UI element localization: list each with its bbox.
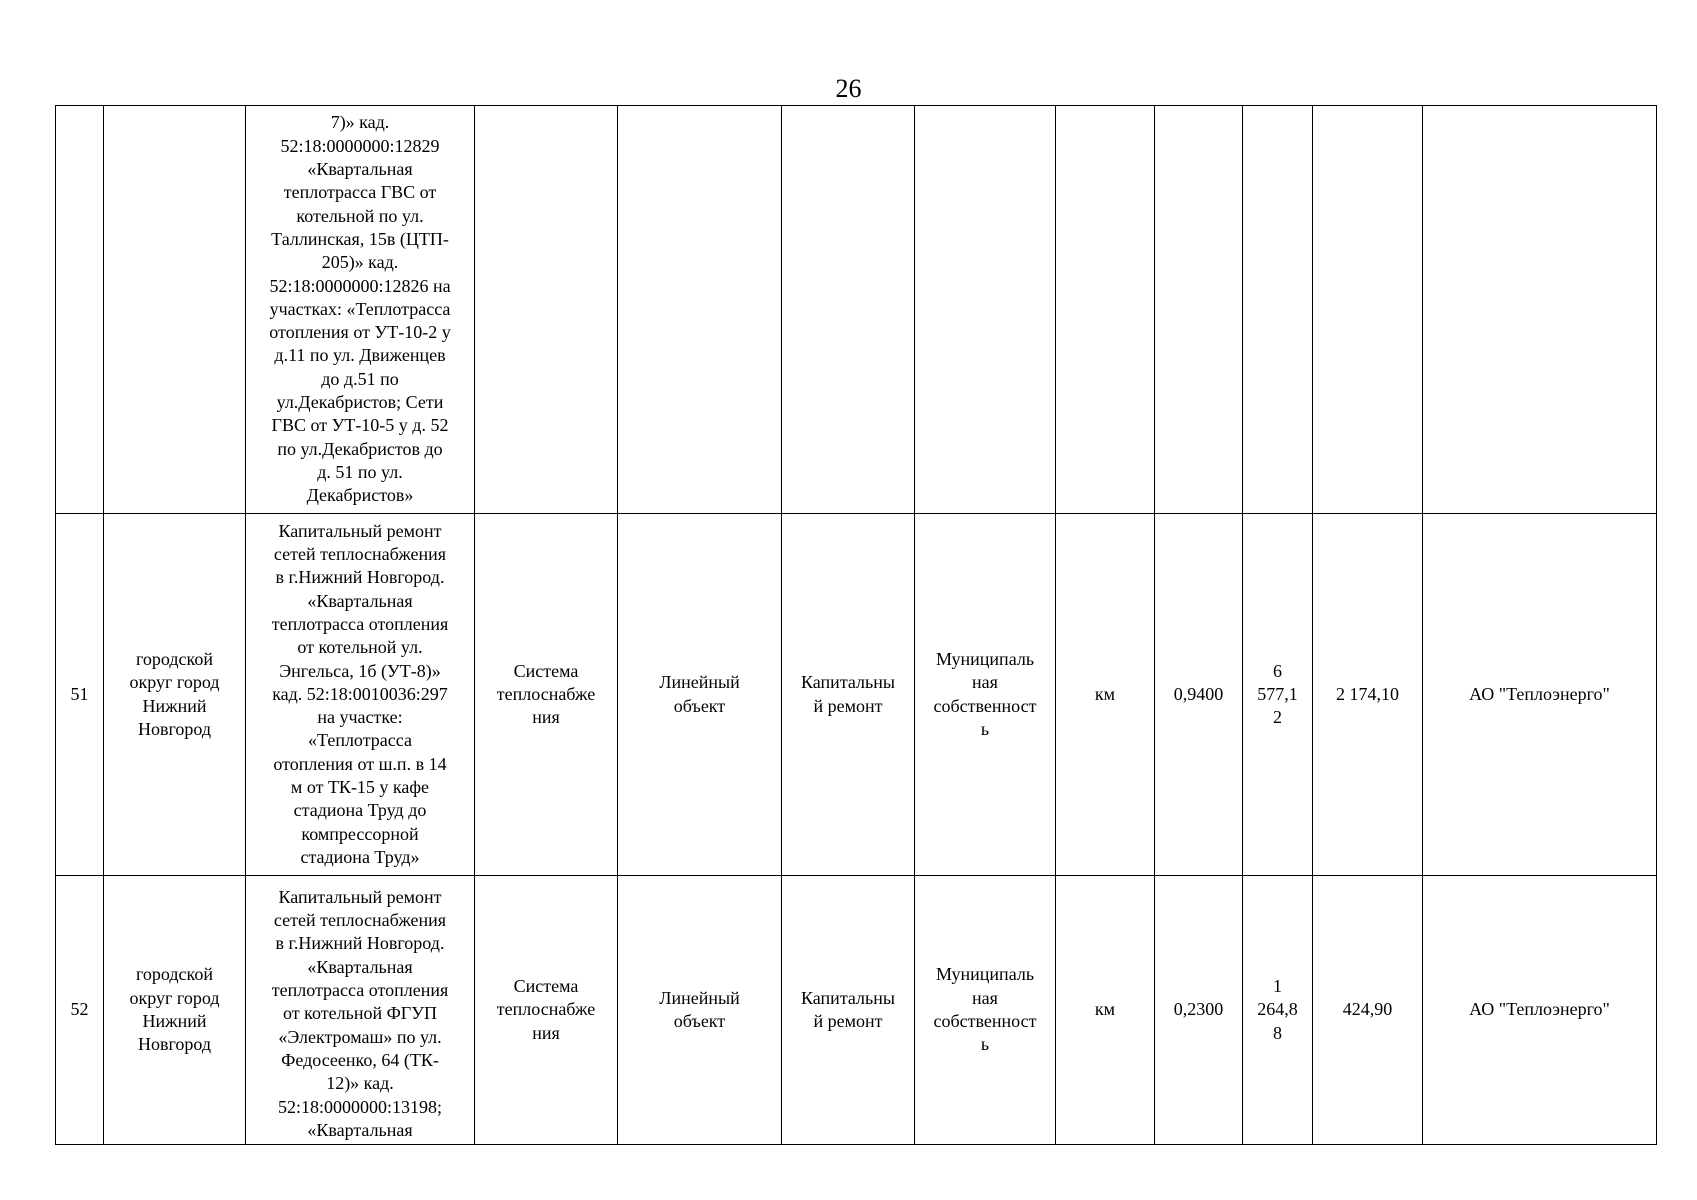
unit-cell: км	[1056, 514, 1155, 876]
municipality-cell: городской округ город Нижний Новгород	[104, 876, 246, 1145]
work-type-cell: Капитальны й ремонт	[782, 876, 915, 1145]
table-row	[56, 876, 1657, 1145]
system-cell: Система теплоснабже ния	[475, 876, 618, 1145]
page-number: 26	[835, 74, 862, 103]
cost-total-cell: 1 264,8 8	[1243, 876, 1313, 1145]
row-number-cell	[56, 106, 104, 514]
cost-year-cell	[1313, 106, 1423, 514]
work-type-cell: Капитальны й ремонт	[782, 514, 915, 876]
object-type-cell: Линейный объект	[618, 514, 782, 876]
row-number-cell: 51	[56, 514, 104, 876]
ownership-cell: Муниципаль ная собственност ь	[915, 514, 1056, 876]
cost-total-cell: 6 577,1 2	[1243, 514, 1313, 876]
unit-cell	[1056, 106, 1155, 514]
ownership-cell: Муниципаль ная собственност ь	[915, 876, 1056, 1145]
description-cell: Капитальный ремонт сетей теплоснабжения в г.Нижний Новгород. «Квартальная теплотрасса отопления от котельной ФГУП «Электромаш» по ул. Федосеенко, 64 (ТК- 12)» кад. 52:18:0000000:13198; «Квартальная	[246, 876, 475, 1145]
object-type-cell: Линейный объект	[618, 876, 782, 1145]
length-cell: 0,9400	[1155, 514, 1243, 876]
organization-cell: АО "Теплоэнерго"	[1423, 876, 1657, 1145]
municipality-cell	[104, 106, 246, 514]
organization-cell	[1423, 106, 1657, 514]
system-cell	[475, 106, 618, 514]
cost-year-cell: 2 174,10	[1313, 514, 1423, 876]
description-cell: Капитальный ремонт сетей теплоснабжения в г.Нижний Новгород. «Квартальная теплотрасса отопления от котельной ул. Энгельса, 1б (УТ-8)» кад. 52:18:0010036:297 на участке: «Теплотрасса отопления от ш.п. в 14 м от ТК-15 у кафе стадиона Труд до компрессорной стадиона Труд»	[246, 514, 475, 876]
municipality-cell: городской округ город Нижний Новгород	[104, 514, 246, 876]
row-number-cell: 52	[56, 876, 104, 1145]
system-cell: Система теплоснабже ния	[475, 514, 618, 876]
projects-table	[55, 105, 1657, 1145]
object-type-cell	[618, 106, 782, 514]
table-row	[56, 106, 1657, 514]
table-row	[56, 514, 1657, 876]
work-type-cell	[782, 106, 915, 514]
cost-year-cell: 424,90	[1313, 876, 1423, 1145]
length-cell: 0,2300	[1155, 876, 1243, 1145]
organization-cell: АО "Теплоэнерго"	[1423, 514, 1657, 876]
length-cell	[1155, 106, 1243, 514]
cost-total-cell	[1243, 106, 1313, 514]
description-cell: 7)» кад. 52:18:0000000:12829 «Квартальная теплотрасса ГВС от котельной по ул. Таллинская, 15в (ЦТП- 205)» кад. 52:18:0000000:12826 на участках: «Теплотрасса отопления от УТ-10-2 у д.11 по ул. Движенцев до д.51 по ул.Декабристов; Сети ГВС от УТ-10-5 у д. 52 по ул.Декабристов до д. 51 по ул. Декабристов»	[246, 106, 475, 514]
unit-cell: км	[1056, 876, 1155, 1145]
ownership-cell	[915, 106, 1056, 514]
